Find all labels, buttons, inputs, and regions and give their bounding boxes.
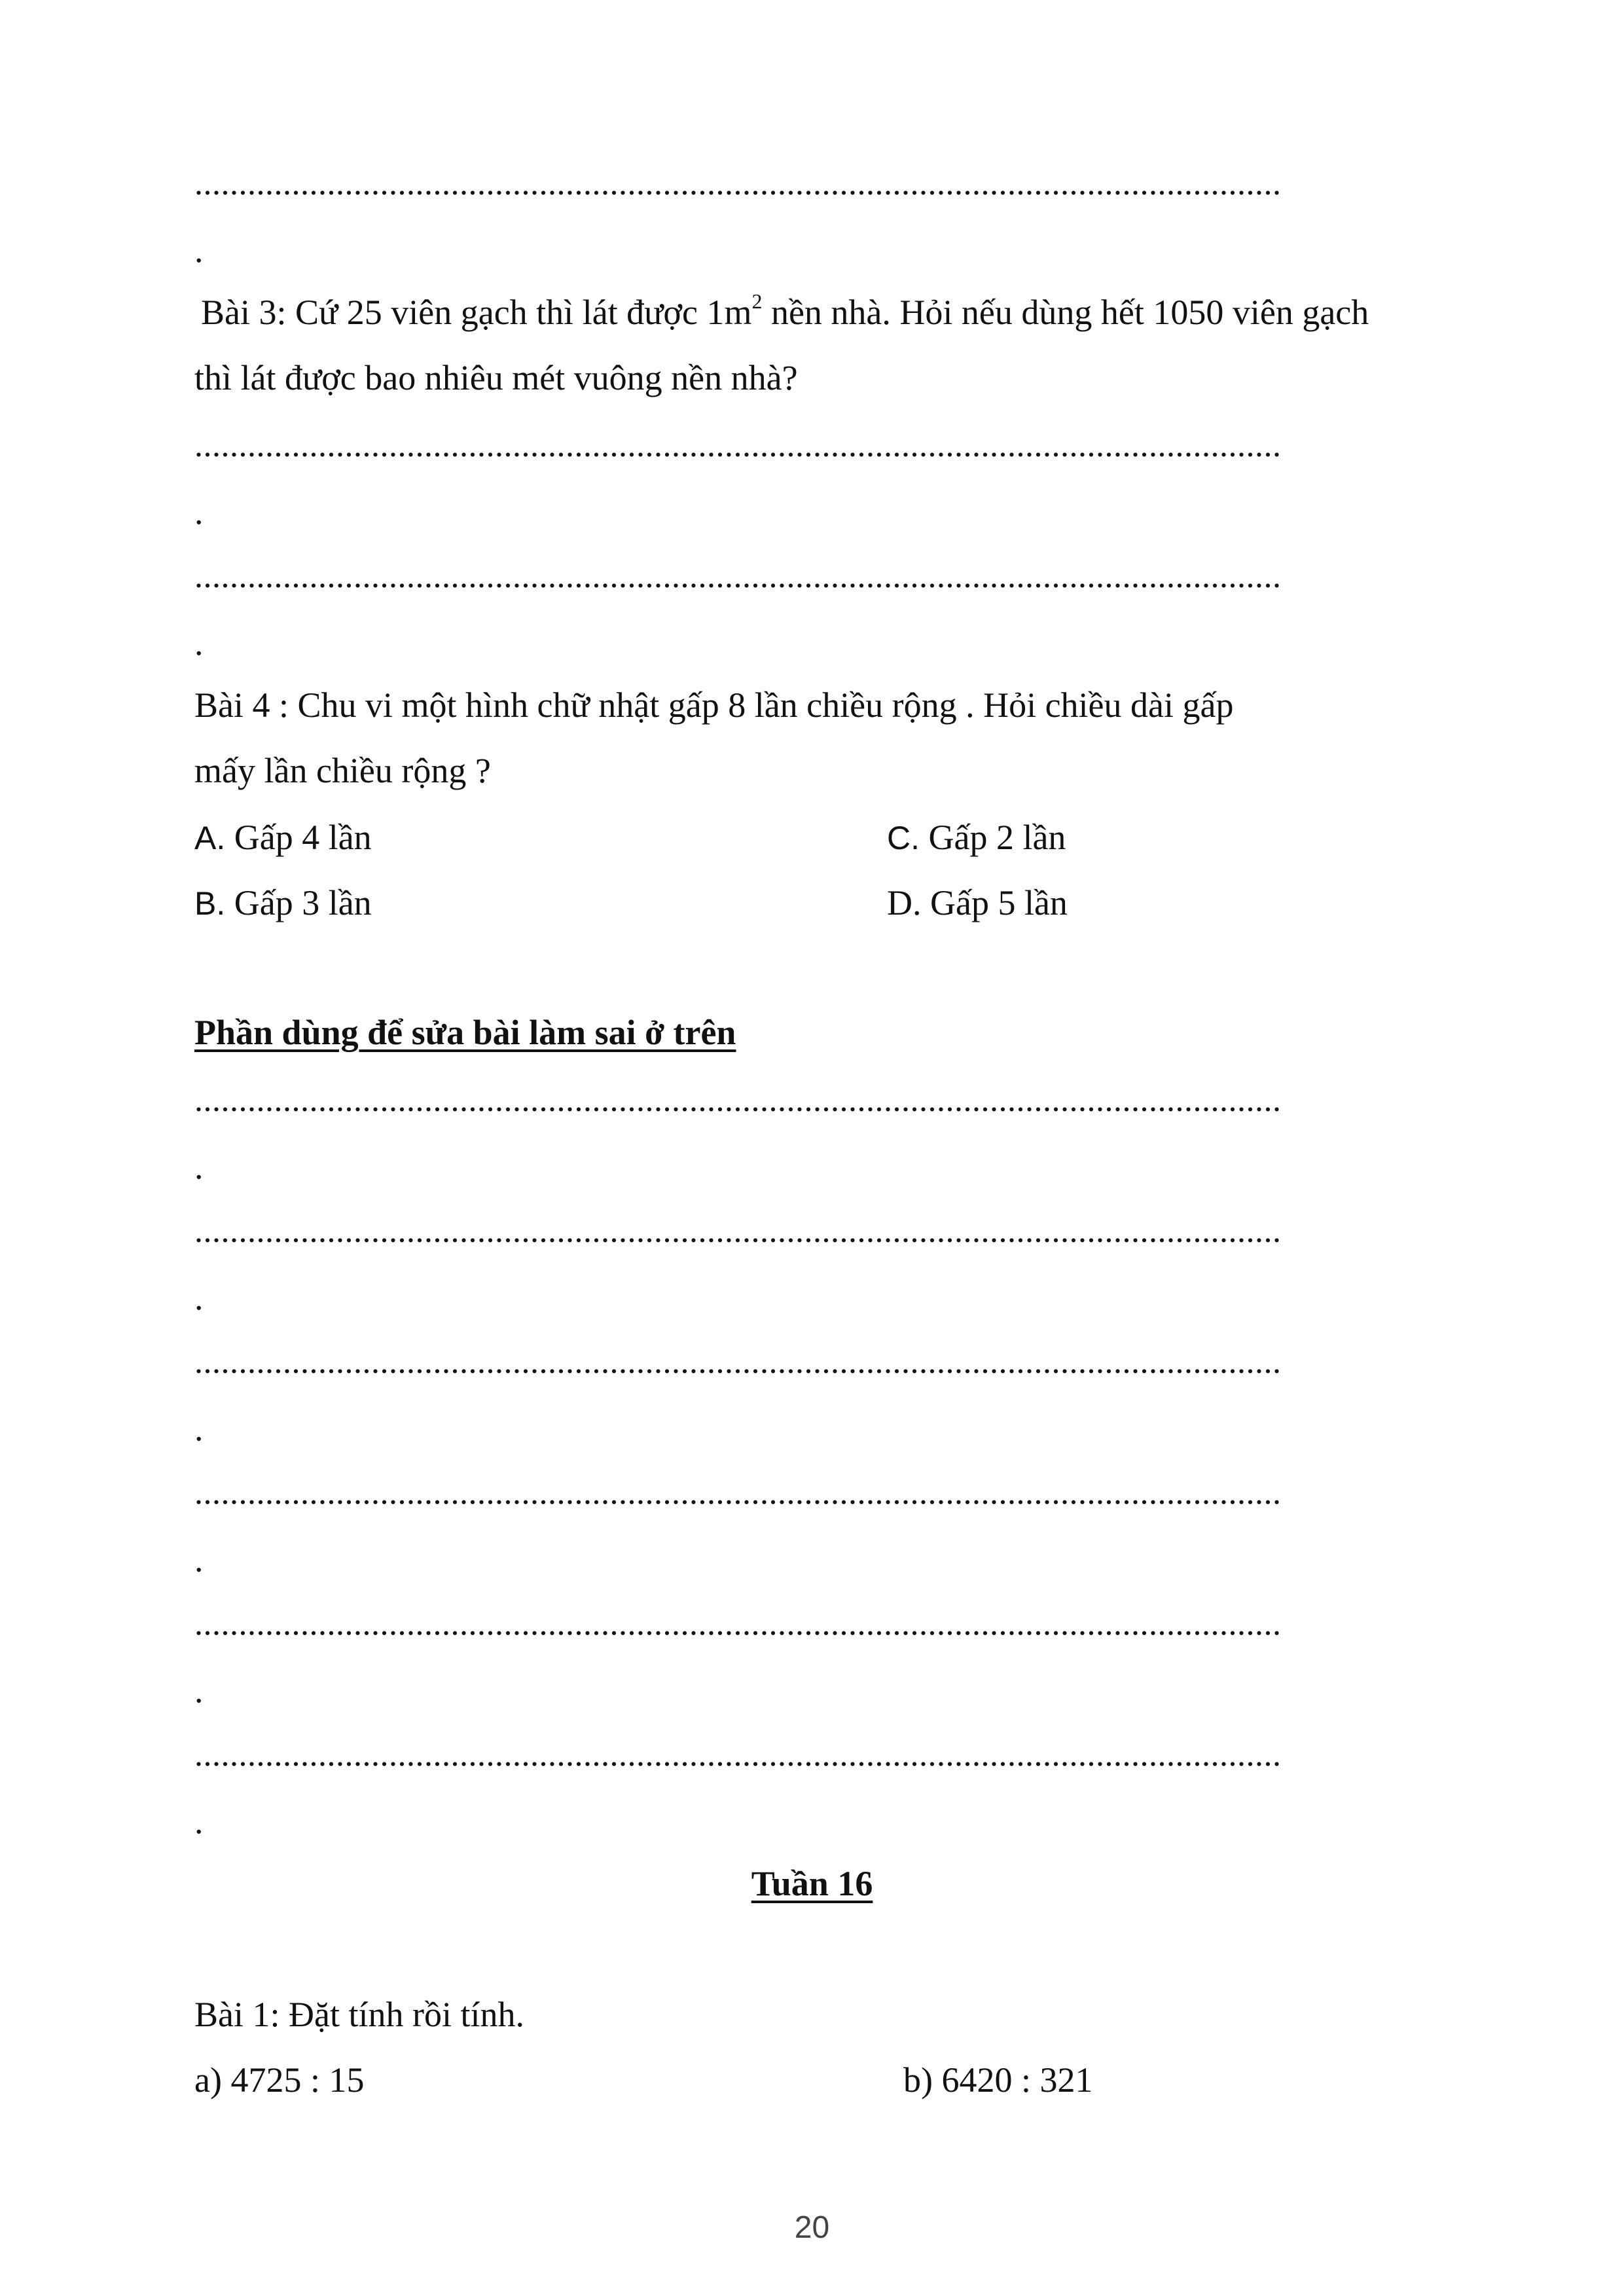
option-b-text: Gấp 3 lần xyxy=(225,883,372,922)
option-d-letter: D. xyxy=(887,883,922,922)
answer-dotted-line: ........................................................................................................................... xyxy=(194,558,1282,595)
answer-line-end: . xyxy=(194,1278,204,1317)
answer-dotted-line: ........................................................................................................................... xyxy=(194,1343,1282,1381)
exercise-3-line-1 xyxy=(201,289,1369,332)
option-d-text: Gấp 5 lần xyxy=(921,883,1068,922)
exercise-1-part-b: b) 6420 : 321 xyxy=(903,2060,1093,2100)
option-a-text: Gấp 4 lần xyxy=(225,818,372,857)
answer-dotted-line: ........................................................................................................................... xyxy=(194,1082,1282,1119)
exercise-3-superscript: 2 xyxy=(751,289,763,313)
answer-dotted-line: ........................................................................................................................... xyxy=(194,1736,1282,1774)
answer-line-end: . xyxy=(194,1671,204,1710)
answer-line-end: . xyxy=(194,1147,204,1186)
option-d xyxy=(887,885,1068,920)
answer-line-end: . xyxy=(194,230,204,270)
option-a xyxy=(194,820,372,855)
answer-line-end: . xyxy=(194,1802,204,1841)
exercise-3-text-end: nền nhà. Hỏi nếu dùng hết 1050 viên gạch xyxy=(762,293,1369,332)
option-a-letter: A. xyxy=(194,820,226,856)
exercise-4-line-1: Bài 4 : Chu vi một hình chữ nhật gấp 8 lần chiều rộng . Hỏi chiều dài gấp xyxy=(194,685,1234,725)
answer-dotted-line: ........................................................................................................................... xyxy=(194,427,1282,464)
option-b xyxy=(194,885,372,920)
answer-line-end: . xyxy=(194,1540,204,1579)
option-b-letter: B. xyxy=(194,885,226,922)
answer-line-end: . xyxy=(194,1409,204,1448)
exercise-4-line-2: mấy lần chiều rộng ? xyxy=(194,751,491,790)
exercise-1-title: Bài 1: Đặt tính rồi tính. xyxy=(194,1995,524,2034)
correction-heading: Phần dùng để sửa bài làm sai ở trên xyxy=(194,1013,736,1052)
answer-line-end: . xyxy=(194,492,204,532)
week-title: Tuần 16 xyxy=(751,1864,873,1903)
option-c xyxy=(887,820,1066,855)
exercise-3-text-start: Bài 3: Cứ 25 viên gạch thì lát được 1m xyxy=(201,293,752,332)
page-number: 20 xyxy=(794,2210,830,2245)
answer-dotted-line: ........................................................................................................................... xyxy=(194,165,1282,202)
answer-dotted-line: ........................................................................................................................... xyxy=(194,1212,1282,1250)
answer-line-end: . xyxy=(194,623,204,663)
option-c-letter: C. xyxy=(887,820,920,856)
exercise-1-part-a: a) 4725 : 15 xyxy=(194,2060,365,2100)
option-c-text: Gấp 2 lần xyxy=(920,818,1066,857)
exercise-3-line-2: thì lát được bao nhiêu mét vuông nền nhà? xyxy=(194,358,798,397)
answer-dotted-line: ........................................................................................................................... xyxy=(194,1474,1282,1512)
answer-dotted-line: ........................................................................................................................... xyxy=(194,1605,1282,1643)
